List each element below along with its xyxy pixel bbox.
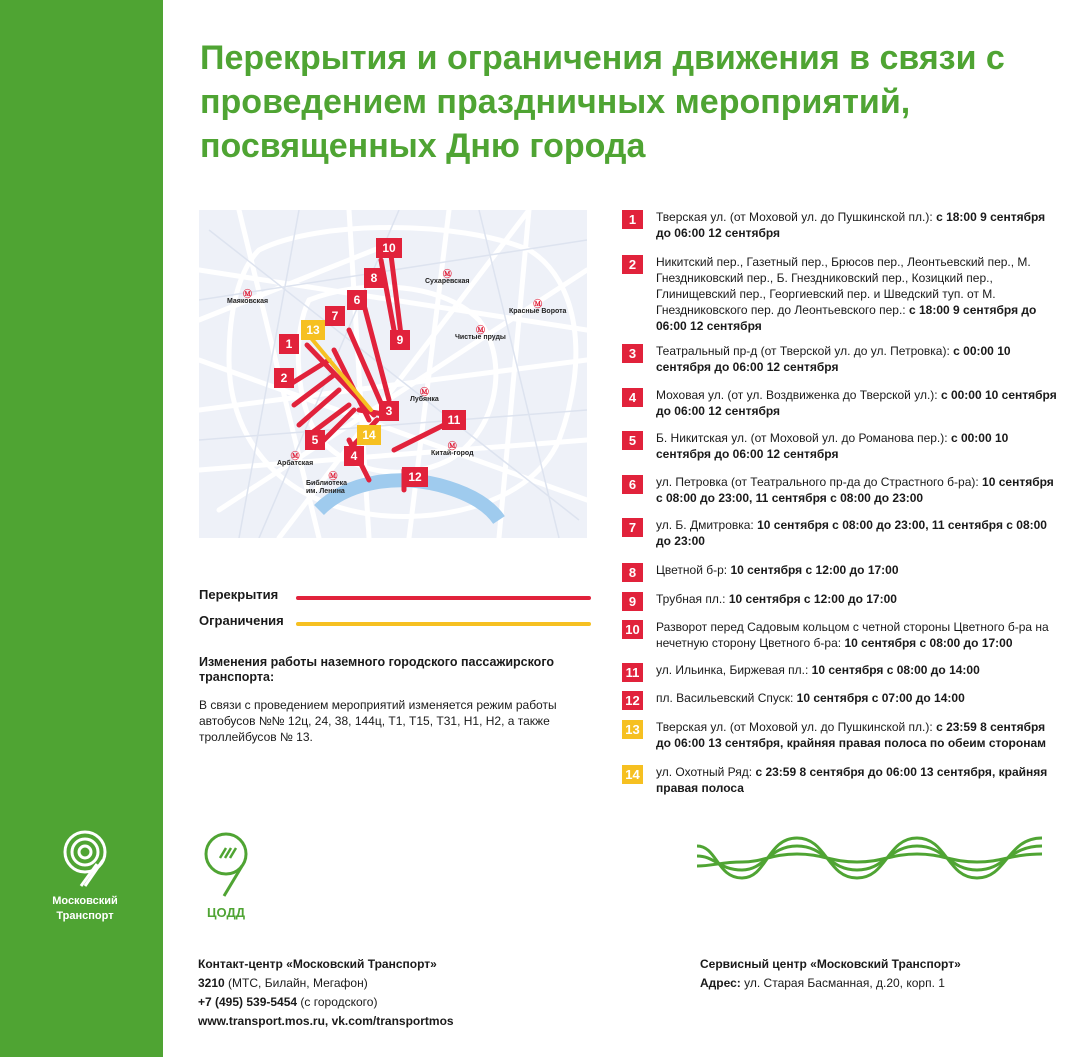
- item-number: 10: [622, 620, 643, 639]
- item-time: с 00:00 10 сентября до 06:00 12 сентября: [656, 431, 1009, 461]
- contact-links[interactable]: www.transport.mos.ru, vk.com/transportmos: [198, 1014, 454, 1028]
- station-label: Арбатская: [277, 460, 314, 467]
- service-center: [700, 955, 961, 993]
- legend-restrictions: [199, 613, 591, 631]
- legend-closures-line: [296, 596, 591, 600]
- station-chistye-prudy: [455, 326, 506, 342]
- address-label: Адрес:: [700, 976, 741, 990]
- item-time: 10 сентября с 08:00 до 23:00, 11 сентября с 08:00 до 23:00: [656, 518, 1047, 548]
- item-number: 5: [622, 431, 643, 450]
- item-number: 6: [622, 475, 643, 494]
- item-place: Никитский пер., Газетный пер., Брюсов пер., Леонтьевский пер., М. Гнездниковский пер., Б. Гнездниковский пер., Козицкий пер., Глинищевский пер., Георгиевский пер. и Шведский туп. от М. Гнездниковского пер. до Леонтьевского пер.:: [656, 255, 1031, 317]
- brand-name-line2: Транспорт: [56, 910, 114, 922]
- station-kitay-gorod: [431, 442, 474, 458]
- item-time: 10 сентября с 12:00 до 17:00: [730, 563, 899, 577]
- map-marker-5: 5: [305, 430, 325, 450]
- item-time: 10 сентября с 08:00 до 17:00: [844, 636, 1013, 650]
- legend-restrictions-line: [296, 622, 591, 626]
- map-marker-8: 8: [364, 268, 384, 288]
- station-krasnye-vorota: [509, 300, 566, 316]
- cod-label: ЦОДД: [207, 905, 245, 920]
- item-time: 10 сентября с 08:00 до 14:00: [811, 663, 980, 677]
- service-address: ул. Старая Басманная, д.20, корп. 1: [740, 976, 945, 990]
- item-place: Разворот перед Садовым кольцом с четной стороны Цветного б-ра на нечетную сторону Цветного б-ра:: [656, 620, 1049, 650]
- map-marker-4: 4: [344, 446, 364, 466]
- metro-icon: Ⓜ: [419, 387, 429, 397]
- station-sukharevskaya: [425, 270, 470, 286]
- item-number: 13: [622, 720, 643, 739]
- item-place: ул. Б. Дмитровка:: [656, 518, 758, 532]
- map-streets: [199, 210, 587, 538]
- short-number[interactable]: 3210: [198, 976, 225, 990]
- cod-logo: [196, 828, 256, 920]
- item-number: 3: [622, 344, 643, 363]
- map-marker-9: 9: [390, 330, 410, 350]
- station-label: Маяковская: [227, 298, 269, 305]
- wave-ornament: [697, 828, 1045, 888]
- station-lubyanka: [410, 388, 439, 404]
- cod-icon: [198, 828, 254, 898]
- moscow-transport-logo: [40, 826, 130, 924]
- map-marker-1: 1: [279, 334, 299, 354]
- item-number: 14: [622, 765, 643, 784]
- item-place: Б. Никитская ул. (от Моховой ул. до Романова пер.):: [656, 431, 951, 445]
- station-biblioteka: [306, 472, 360, 496]
- metro-icon: Ⓜ: [328, 471, 338, 481]
- item-number: 2: [622, 255, 643, 274]
- transport-text: В связи с проведением мероприятий изменяется режим работы автобусов №№ 12ц, 24, 38, 144ц, Т1, Т15, Т31, Н1, Н2, а также троллейбусов № 13.: [199, 698, 557, 744]
- item-number: 1: [622, 210, 643, 229]
- phone-number[interactable]: +7 (495) 539-5454: [198, 995, 298, 1009]
- item-time: с 00:00 10 сентября до 06:00 12 сентября: [656, 388, 1057, 418]
- legend-restrictions-label: Ограничения: [199, 613, 284, 628]
- item-place: Цветной б-р:: [656, 563, 731, 577]
- item-place: ул. Ильинка, Биржевая пл.:: [656, 663, 812, 677]
- item-time: с 18:00 9 сентября до 06:00 12 сентября: [656, 210, 1046, 240]
- metro-icon: Ⓜ: [475, 325, 485, 335]
- map-marker-3: 3: [379, 401, 399, 421]
- item-place: ул. Петровка (от Театрального пр-да до Страстного б-ра):: [656, 475, 983, 489]
- nine-icon: [53, 826, 117, 888]
- station-label: Чистые пруды: [455, 334, 506, 341]
- map-marker-6: 6: [347, 290, 367, 310]
- brand-name-line1: Московский: [52, 895, 118, 907]
- item-number: 4: [622, 388, 643, 407]
- item-number: 8: [622, 563, 643, 582]
- metro-icon: Ⓜ: [243, 289, 253, 299]
- item-place: Тверская ул. (от Моховой ул. до Пушкинской пл.):: [656, 720, 937, 734]
- station-label: Китай-город: [431, 450, 474, 457]
- station-label: Библиотека им. Ленина: [306, 480, 348, 495]
- short-number-note: (МТС, Билайн, Мегафон): [224, 976, 368, 990]
- item-time: с 18:00 9 сентября до 06:00 12 сентября: [656, 303, 1037, 333]
- item-time: 10 сентября с 08:00 до 23:00, 11 сентября с 08:00 до 23:00: [656, 475, 1054, 505]
- green-sidebar: [0, 0, 163, 1057]
- station-mayakovskaya: [227, 290, 268, 306]
- closure-map: [199, 210, 587, 538]
- map-marker-14: 14: [357, 425, 381, 445]
- map-marker-12: 12: [402, 467, 428, 487]
- item-time: 10 сентября с 12:00 до 17:00: [728, 592, 897, 606]
- legend-closures-label: Перекрытия: [199, 587, 279, 602]
- item-number: 12: [622, 691, 643, 710]
- item-place: Тверская ул. (от Моховой ул. до Пушкинской пл.):: [656, 210, 937, 224]
- transport-changes: [199, 655, 579, 745]
- item-number: 7: [622, 518, 643, 537]
- item-time: с 00:00 10 сентября до 06:00 12 сентября: [656, 344, 1011, 374]
- item-place: Трубная пл.:: [656, 592, 729, 606]
- station-arbatskaya: [277, 452, 313, 468]
- station-label: Лубянка: [410, 396, 439, 403]
- station-label: Красные Ворота: [509, 308, 567, 315]
- phone-note: (с городского): [297, 995, 378, 1009]
- metro-icon: Ⓜ: [442, 269, 452, 279]
- page-title: Перекрытия и ограничения движения в связи с проведением праздничных мероприятий, посвященных Дню города: [200, 39, 1005, 165]
- map-marker-10: 10: [376, 238, 402, 258]
- metro-icon: Ⓜ: [447, 441, 457, 451]
- item-place: пл. Васильевский Спуск:: [656, 691, 797, 705]
- item-time: 10 сентября с 07:00 до 14:00: [796, 691, 965, 705]
- station-label: Сухаревская: [425, 278, 470, 285]
- map-marker-13: 13: [301, 320, 325, 340]
- item-number: 9: [622, 592, 643, 611]
- map-marker-7: 7: [325, 306, 345, 326]
- item-place: Театральный пр-д (от Тверской ул. до ул. Петровка):: [656, 344, 954, 358]
- contact-center: [198, 955, 454, 1031]
- map-marker-2: 2: [274, 368, 294, 388]
- item-place: ул. Охотный Ряд:: [656, 765, 756, 779]
- service-title: Сервисный центр «Московский Транспорт»: [700, 957, 961, 971]
- item-number: 11: [622, 663, 643, 682]
- metro-icon: Ⓜ: [290, 451, 300, 461]
- item-time: с 23:59 8 сентября до 06:00 13 сентября, крайняя правая полоса по обеим сторонам: [656, 720, 1047, 750]
- contacts-title: Контакт-центр «Московский Транспорт»: [198, 957, 437, 971]
- transport-heading: Изменения работы наземного городского пассажирского транспорта:: [199, 655, 554, 684]
- item-place: Моховая ул. (от ул. Воздвиженка до Тверской ул.):: [656, 388, 941, 402]
- map-marker-11: 11: [442, 410, 466, 430]
- legend-closures: [199, 587, 591, 605]
- metro-icon: Ⓜ: [533, 299, 543, 309]
- item-time: с 23:59 8 сентября до 06:00 13 сентября, крайняя правая полоса: [656, 765, 1048, 795]
